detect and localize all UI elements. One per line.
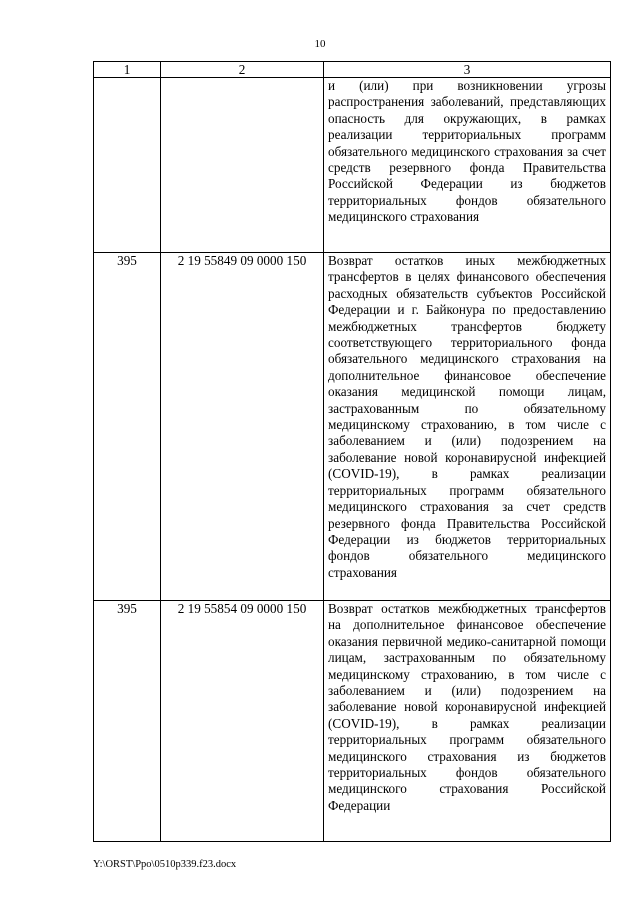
admin-code-cell	[94, 78, 161, 253]
description-cell: и (или) при возникновении угрозы распространения заболеваний, представляющих опасность для окружающих, в рамках реализации территориальных программ обязательного медицинского страхования за счет средств резервного фонда Правительства Российской Федерации из бюджетов территориальных фондов обязательного медицинского страхования	[324, 78, 611, 253]
column-header-3: 3	[324, 62, 611, 78]
budget-code-cell: 2 19 55854 09 0000 150	[161, 601, 324, 842]
table-row	[94, 78, 611, 253]
table-row	[94, 253, 611, 601]
description-cell: Возврат остатков межбюджетных трансфертов на дополнительное финансовое обеспечение оказания первичной медико-санитарной помощи лицам, застрахованным по обязательному медицинскому страхованию, в том числе с заболеванием и (или) подозрением на заболевание новой коронавирусной инфекцией (COVID-19), в рамках реализации территориальных программ обязательного медицинского страхования из бюджетов территориальных фондов обязательного медицинского страхования Российской Федерации	[324, 601, 611, 842]
budget-code-cell	[161, 78, 324, 253]
admin-code-cell: 395	[94, 253, 161, 601]
column-header-1: 1	[94, 62, 161, 78]
table-header-row	[94, 62, 611, 78]
budget-code-cell: 2 19 55849 09 0000 150	[161, 253, 324, 601]
description-cell: Возврат остатков иных межбюджетных трансфертов в целях финансового обеспечения расходных обязательств субъектов Российской Федерации и г. Байконура по предоставлению межбюджетных трансфертов бюджету соответствующего территориального фонда обязательного медицинского страхования на дополнительное финансовое обеспечение оказания медицинской помощи лицам, застрахованным по обязательному медицинскому страхованию, в том числе с заболеванием и (или) подозрением на заболевание новой коронавирусной инфекцией (COVID-19), в рамках реализации территориальных программ обязательного медицинского страхования за счет средств резервного фонда Правительства Российской Федерации из бюджетов территориальных фондов обязательного медицинского страхования	[324, 253, 611, 601]
budget-codes-table	[93, 61, 611, 842]
file-path-footer: Y:\ORST\Ppo\0510p339.f23.docx	[93, 859, 237, 870]
page-number: 10	[314, 38, 326, 50]
column-header-2: 2	[161, 62, 324, 78]
table-row	[94, 601, 611, 842]
admin-code-cell: 395	[94, 601, 161, 842]
